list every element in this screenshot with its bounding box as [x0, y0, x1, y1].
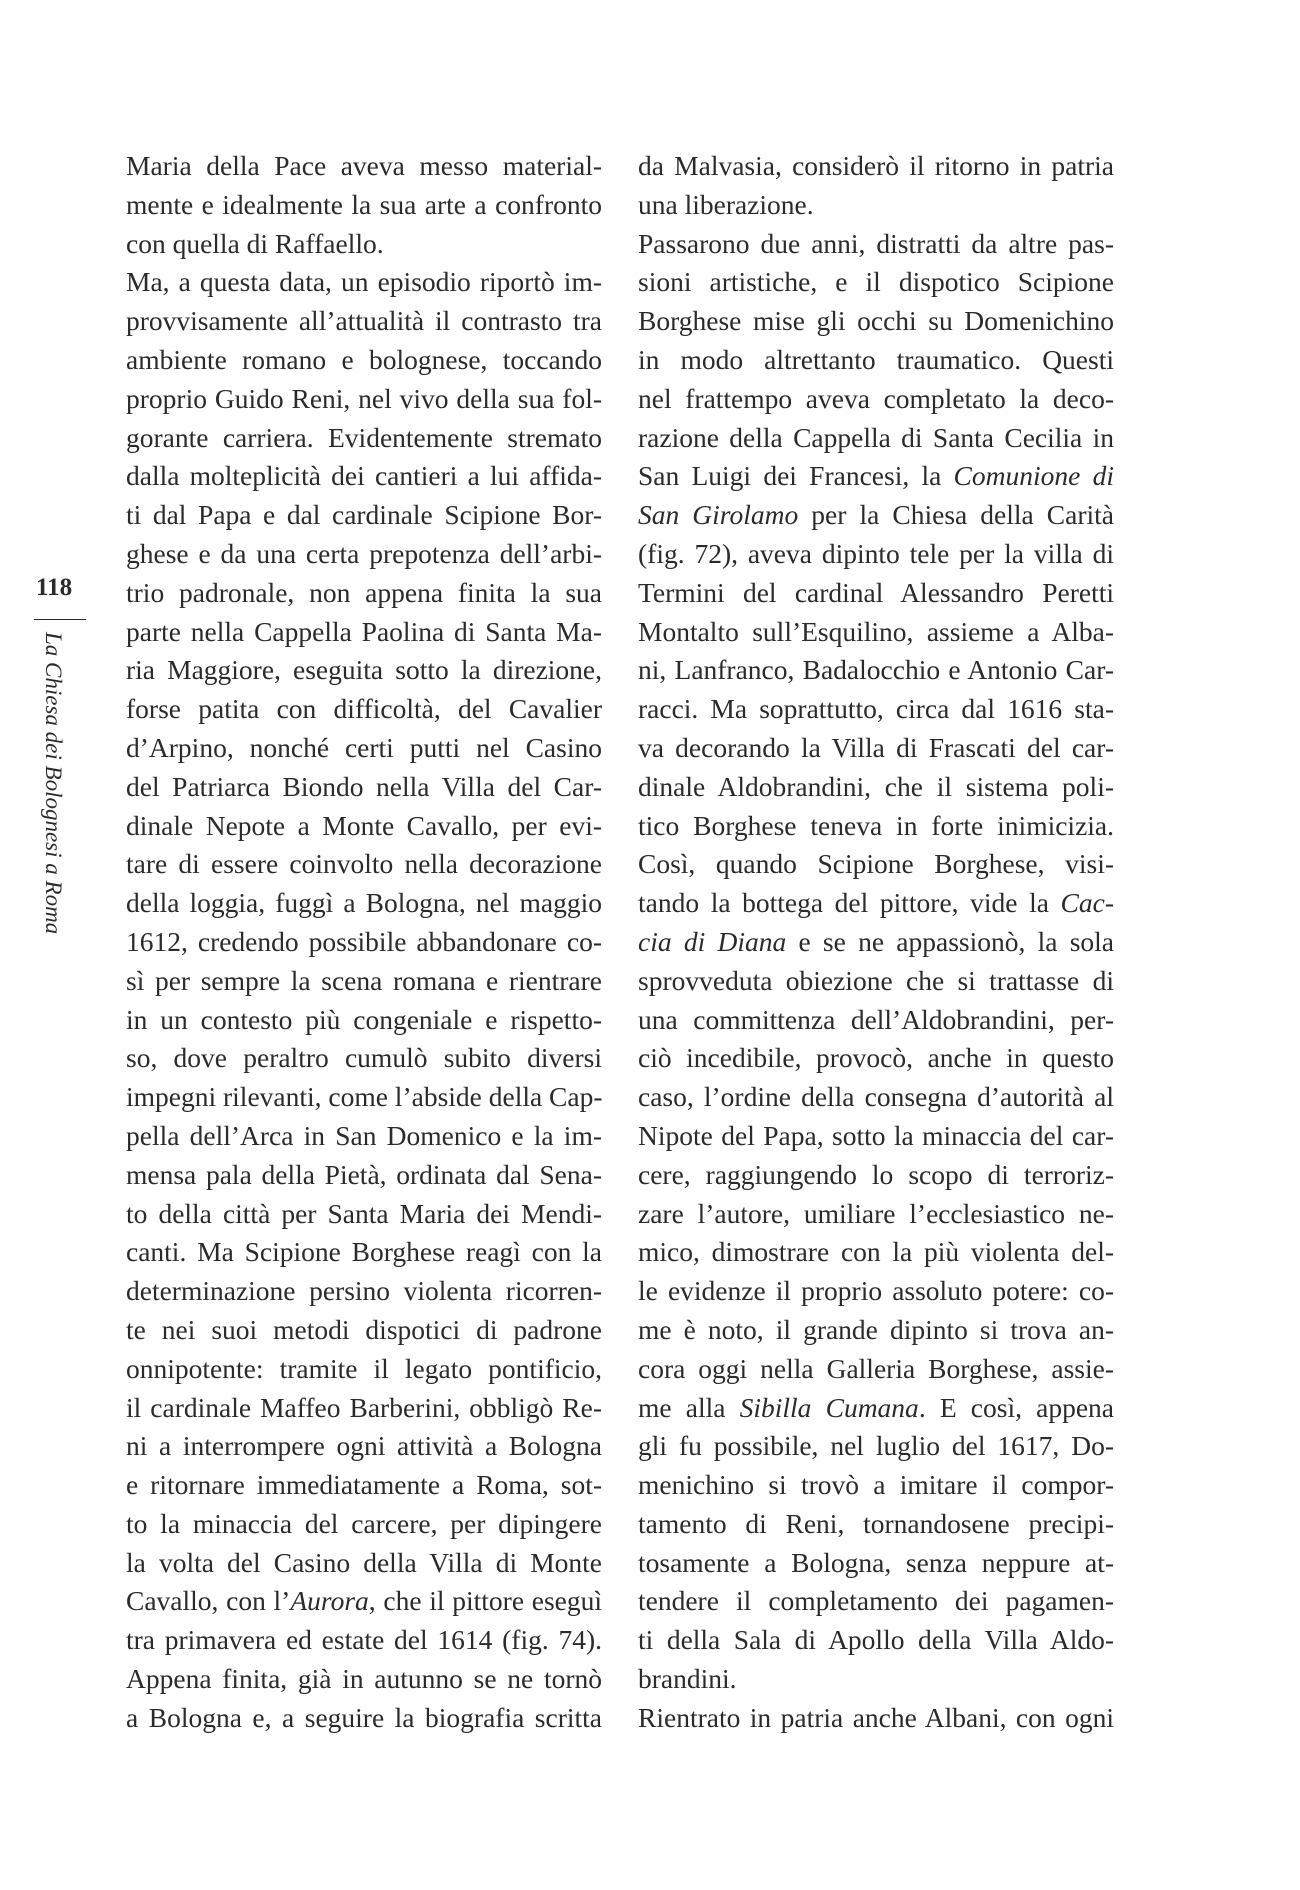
text-line: [638, 574, 1114, 613]
text-segment: brandini.: [638, 1663, 737, 1695]
text-segment: , che il pittore eseguì: [368, 1585, 602, 1617]
text-segment: gorante carriera. Evidentemente stremato: [126, 421, 602, 453]
text-segment: ghese e da una certa prepotenza dell’arbi-: [126, 537, 602, 569]
text-segment: so, dove peraltro cumulò subito diversi: [126, 1042, 602, 1074]
text-segment: Ma, a questa data, un episodio riportò im-: [126, 266, 602, 298]
italic-title: Aurora: [290, 1585, 369, 1617]
text-line: [638, 535, 1114, 574]
text-segment: dinale Nepote a Monte Cavallo, per evi-: [126, 809, 602, 841]
text-segment: mensa pala della Pietà, ordinata dal Sena-: [126, 1158, 602, 1190]
text-line: [126, 1389, 602, 1428]
text-line: [126, 380, 602, 419]
text-segment: le evidenze il proprio assoluto potere: co-: [638, 1275, 1114, 1307]
text-segment: me è noto, il grande dipinto si trova an-: [638, 1313, 1114, 1345]
text-line: [638, 225, 1114, 264]
text-line: [638, 1233, 1114, 1272]
text-segment: 1612, credendo possibile abbandonare co-: [126, 925, 602, 957]
text-segment: Borghese mise gli occhi su Domenichino: [638, 305, 1114, 337]
text-segment: forse patita con difficoltà, del Cavalier: [126, 693, 602, 725]
text-line: [126, 1039, 602, 1078]
text-line: [638, 962, 1114, 1001]
right-text-column: [638, 147, 1114, 1738]
text-segment: tamento di Reni, tornandosene precipi-: [638, 1507, 1114, 1539]
text-line: [638, 1389, 1114, 1428]
text-line: [638, 613, 1114, 652]
text-line: [638, 263, 1114, 302]
text-segment: zare l’autore, umiliare l’ecclesiastico ne-: [638, 1197, 1114, 1229]
text-line: [638, 1195, 1114, 1234]
text-segment: sprovveduta obiezione che si trattasse di: [638, 964, 1114, 996]
text-line: [126, 574, 602, 613]
text-segment: nel frattempo aveva completato la deco-: [638, 382, 1114, 414]
text-line: [126, 923, 602, 962]
text-segment: sioni artistiche, e il dispotico Scipione: [638, 266, 1114, 298]
text-line: [126, 1660, 602, 1699]
text-segment: ambiente romano e bolognese, toccando: [126, 343, 602, 375]
text-segment: . E così, appena: [918, 1391, 1115, 1423]
text-line: [126, 884, 602, 923]
text-line: [638, 1466, 1114, 1505]
text-line: [126, 496, 602, 535]
text-line: [126, 1156, 602, 1195]
text-segment: Così, quando Scipione Borghese, visi-: [638, 848, 1114, 880]
text-segment: in un contesto più congeniale e rispetto-: [126, 1003, 602, 1035]
text-segment: ciò incedibile, provocò, anche in questo: [638, 1042, 1114, 1074]
text-segment: ti dal Papa e dal cardinale Scipione Bor-: [126, 499, 602, 531]
text-line: [638, 923, 1114, 962]
text-line: [638, 1311, 1114, 1350]
text-segment: della loggia, fuggì a Bologna, nel maggio: [126, 887, 602, 919]
text-line: [638, 1582, 1114, 1621]
text-line: [638, 341, 1114, 380]
text-segment: parte nella Cappella Paolina di Santa Ma-: [126, 615, 602, 647]
text-segment: Nipote del Papa, sotto la minaccia del car-: [638, 1119, 1114, 1151]
text-segment: caso, l’ordine della consegna d’autorità al: [638, 1081, 1114, 1113]
text-line: [126, 1505, 602, 1544]
page-number: 118: [36, 574, 73, 601]
text-segment: provvisamente all’attualità il contrasto tra: [126, 305, 602, 337]
text-line: [126, 1582, 602, 1621]
text-line: [638, 496, 1114, 535]
text-line: [638, 1505, 1114, 1544]
text-segment: gli fu possibile, nel luglio del 1617, Do-: [638, 1430, 1114, 1462]
text-segment: me alla: [638, 1391, 740, 1423]
text-segment: racci. Ma soprattutto, circa dal 1616 sta-: [638, 693, 1114, 725]
text-segment: una liberazione.: [638, 188, 814, 220]
text-segment: da Malvasia, considerò il ritorno in patria: [638, 150, 1114, 181]
text-segment: pella dell’Arca in San Domenico e la im-: [126, 1119, 602, 1151]
text-line: [126, 263, 602, 302]
text-line: [126, 457, 602, 496]
text-segment: Rientrato in patria anche Albani, con ogni: [638, 1701, 1114, 1733]
text-segment: ti della Sala di Apollo della Villa Aldo-: [638, 1624, 1114, 1656]
text-line: [126, 225, 602, 264]
text-segment: tra primavera ed estate del 1614 (fig. 74).: [126, 1624, 602, 1656]
text-segment: tosamente a Bologna, senza neppure at-: [638, 1546, 1114, 1578]
text-line: [126, 341, 602, 380]
text-line: [638, 1427, 1114, 1466]
text-segment: mente e idealmente la sua arte a confronto: [126, 188, 602, 220]
text-line: [126, 1311, 602, 1350]
text-line: [126, 1195, 602, 1234]
text-line: [638, 1660, 1114, 1699]
text-segment: Montalto sull’Esquilino, assieme a Alba-: [638, 615, 1114, 647]
text-line: [638, 729, 1114, 768]
text-line: [638, 1039, 1114, 1078]
text-segment: te nei suoi metodi dispotici di padrone: [126, 1313, 602, 1345]
text-segment: canti. Ma Scipione Borghese reagì con la: [126, 1236, 602, 1268]
text-line: [638, 1350, 1114, 1389]
text-segment: in modo altrettanto traumatico. Questi: [638, 343, 1114, 375]
text-segment: tando la bottega del pittore, vide la: [638, 887, 1061, 919]
text-line: [126, 1233, 602, 1272]
text-line: [126, 690, 602, 729]
text-line: [638, 768, 1114, 807]
text-segment: Appena finita, già in autunno se ne tornò: [126, 1663, 602, 1695]
text-segment: va decorando la Villa di Frascati del car-: [638, 731, 1114, 763]
text-segment: dinale Aldobrandini, che il sistema poli-: [638, 770, 1114, 802]
text-line: [126, 1621, 602, 1660]
text-segment: cora oggi nella Galleria Borghese, assie-: [638, 1352, 1114, 1384]
text-line: [638, 186, 1114, 225]
text-line: [126, 807, 602, 846]
text-segment: mico, dimostrare con la più violenta del-: [638, 1236, 1114, 1268]
text-segment: Termini del cardinal Alessandro Peretti: [638, 576, 1114, 608]
text-segment: una committenza dell’Aldobrandini, per-: [638, 1003, 1114, 1035]
text-segment: la volta del Casino della Villa di Monte: [126, 1546, 602, 1578]
text-segment: Passarono due anni, distratti da altre pas-: [638, 227, 1114, 259]
text-segment: to la minaccia del carcere, per dipingere: [126, 1507, 602, 1539]
text-segment: e se ne appassionò, la sola: [786, 925, 1114, 957]
text-line: [638, 651, 1114, 690]
text-line: [126, 1001, 602, 1040]
text-line: [638, 1621, 1114, 1660]
text-line: [126, 1699, 602, 1738]
text-line: [126, 651, 602, 690]
text-segment: tico Borghese teneva in forte inimicizia.: [638, 809, 1114, 841]
italic-title: cia di Diana: [638, 925, 787, 957]
text-line: [126, 147, 602, 186]
text-segment: dalla molteplicità dei cantieri a lui affida-: [126, 460, 602, 492]
text-segment: del Patriarca Biondo nella Villa del Car-: [126, 770, 602, 802]
text-line: [126, 1427, 602, 1466]
text-segment: ni, Lanfranco, Badalocchio e Antonio Car-: [638, 654, 1114, 686]
text-segment: impegni rilevanti, come l’abside della Cap-: [126, 1081, 603, 1113]
text-line: [638, 1078, 1114, 1117]
text-segment: (fig. 72), aveva dipinto tele per la villa di: [638, 537, 1114, 569]
margin-rule: [34, 619, 86, 620]
text-line: [638, 457, 1114, 496]
text-line: [638, 845, 1114, 884]
text-line: [126, 845, 602, 884]
text-line: [126, 613, 602, 652]
text-line: [638, 807, 1114, 846]
text-line: [126, 729, 602, 768]
text-segment: onnipotente: tramite il legato pontificio,: [126, 1352, 602, 1384]
text-segment: il cardinale Maffeo Barberini, obbligò Re-: [126, 1391, 602, 1423]
text-line: [126, 1466, 602, 1505]
text-segment: menichino si trovò a imitare il compor-: [638, 1469, 1114, 1501]
text-line: [638, 1156, 1114, 1195]
text-segment: San Luigi dei Francesi, la: [638, 460, 954, 492]
italic-title: Sibilla Cumana: [739, 1391, 919, 1423]
text-segment: con quella di Raffaello.: [126, 227, 384, 259]
text-line: [126, 302, 602, 341]
text-line: [638, 884, 1114, 923]
text-line: [126, 1078, 602, 1117]
text-segment: cere, raggiungendo lo scopo di terroriz-: [638, 1158, 1114, 1190]
text-line: [638, 1699, 1114, 1738]
italic-title: Cac-: [1060, 887, 1114, 919]
text-line: [638, 419, 1114, 458]
text-line: [126, 1350, 602, 1389]
text-segment: ni a interrompere ogni attività a Bologna: [126, 1430, 602, 1462]
text-segment: ria Maggiore, eseguita sotto la direzione,: [126, 654, 602, 686]
text-line: [638, 690, 1114, 729]
text-line: [638, 1117, 1114, 1156]
text-line: [126, 535, 602, 574]
text-segment: to della città per Santa Maria dei Mendi-: [126, 1197, 602, 1229]
text-line: [126, 1117, 602, 1156]
text-line: [126, 962, 602, 1001]
text-segment: Maria della Pace aveva messo material-: [126, 150, 602, 181]
text-segment: tendere il completamento dei pagamen-: [638, 1585, 1114, 1617]
text-line: [126, 1544, 602, 1583]
text-segment: razione della Cappella di Santa Cecilia in: [638, 421, 1114, 453]
text-line: [638, 1544, 1114, 1583]
text-segment: proprio Guido Reni, nel vivo della sua fol-: [126, 382, 602, 414]
text-segment: sì per sempre la scena romana e rientrare: [126, 964, 602, 996]
text-line: [126, 1272, 602, 1311]
text-segment: determinazione persino violenta ricorren-: [126, 1275, 602, 1307]
text-segment: a Bologna e, a seguire la biografia scritta: [126, 1701, 602, 1733]
text-line: [638, 1272, 1114, 1311]
text-line: [638, 380, 1114, 419]
text-segment: d’Arpino, nonché certi putti nel Casino: [126, 731, 602, 763]
text-segment: Cavallo, con l’: [126, 1585, 291, 1617]
text-segment: e ritornare immediatamente a Roma, sot-: [126, 1469, 602, 1501]
italic-title: Comunione di: [953, 460, 1114, 492]
left-text-column: [126, 147, 602, 1738]
text-line: [126, 768, 602, 807]
text-line: [126, 186, 602, 225]
running-title: La Chiesa dei Bolognesi a Roma: [41, 632, 66, 935]
text-segment: per la Chiesa della Carità: [798, 499, 1114, 531]
text-segment: trio padronale, non appena finita la sua: [126, 576, 602, 608]
text-line: [638, 1001, 1114, 1040]
text-line: [638, 147, 1114, 186]
italic-title: San Girolamo: [638, 499, 799, 531]
text-line: [126, 419, 602, 458]
text-segment: tare di essere coinvolto nella decorazione: [126, 848, 602, 880]
text-line: [638, 302, 1114, 341]
